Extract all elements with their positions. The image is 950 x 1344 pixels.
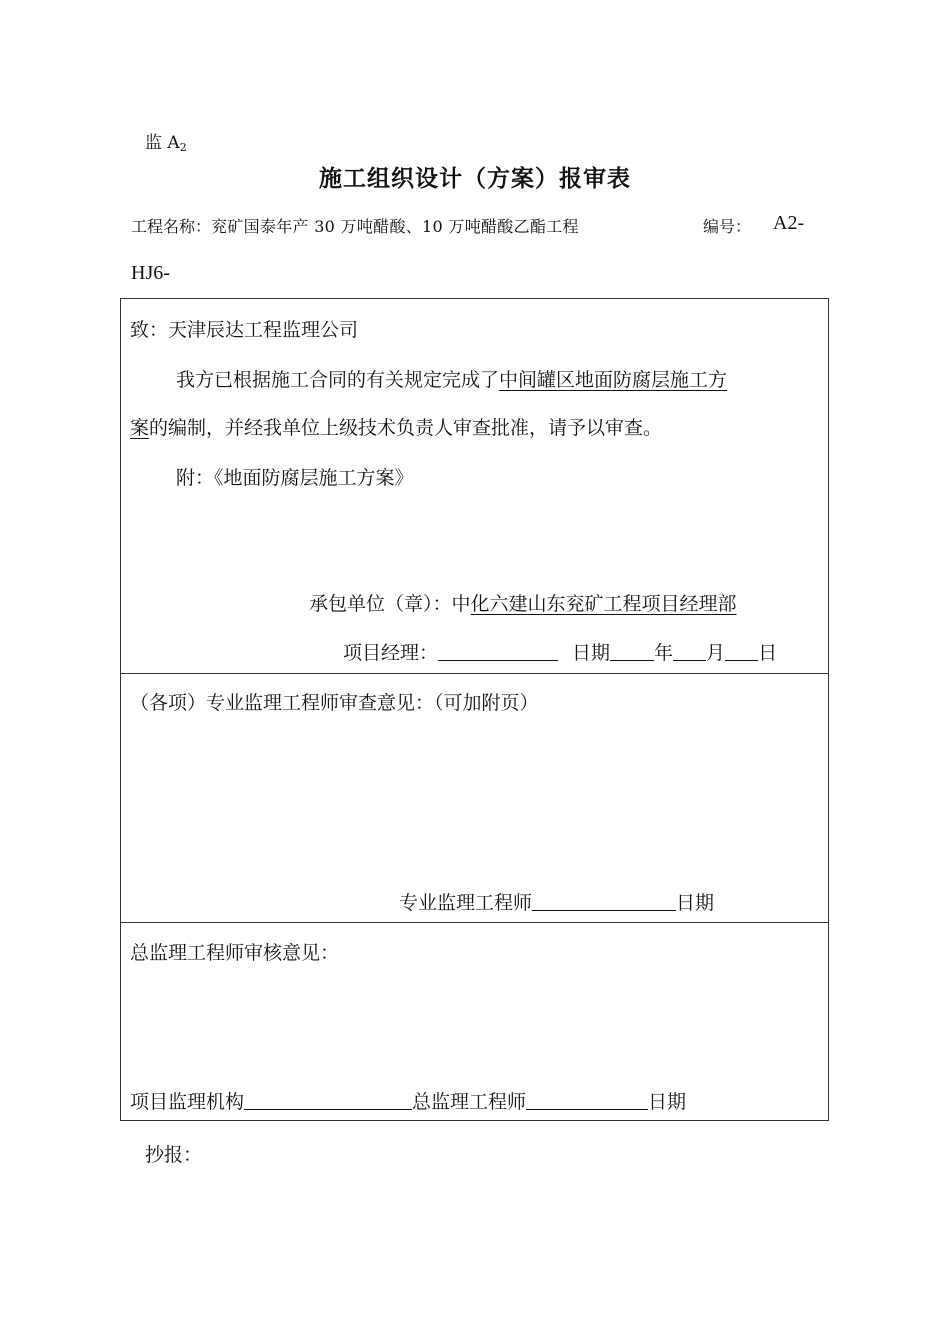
submission-paragraph-line1: 我方已根据施工合同的有关规定完成了中间罐区地面防腐层施工方 [176,369,728,391]
cc-label: 抄报： [145,1144,203,1166]
number-value-part2: HJ6- [131,262,170,284]
chief-opinion-label: 总监理工程师审核意见： [130,942,340,964]
manager-signature-field[interactable] [438,642,558,661]
approval-form-table [120,298,829,1121]
year-field[interactable] [610,642,654,661]
specialist-signature-field[interactable] [532,892,676,911]
manager-date-line: 项目经理： 日期 年 月 日 [343,642,778,664]
page-title: 施工组织设计（方案）报审表 [319,165,631,192]
org-signature-field[interactable] [244,1091,412,1110]
form-code: 监 $A_2$ [145,133,187,154]
project-line [131,214,579,237]
attachment-line: 附：《地面防腐层施工方案》 [176,467,414,489]
chief-signature-field[interactable] [526,1091,648,1110]
day-field[interactable] [725,642,758,661]
plan-name-underlined: 中间罐区地面防腐层施工方 [499,369,728,391]
row-divider [121,673,828,674]
row-divider [121,922,828,923]
chief-signature-line: 项目监理机构 总监理工程师 日期 [130,1091,687,1113]
specialist-signature-line: 专业监理工程师 日期 [399,892,715,914]
submission-paragraph-line2: 案的编制，并经我单位上级技术负责人审查批准，请予以审查。 [130,417,663,439]
number-value-part1: A2- [773,212,805,234]
month-field[interactable] [673,642,706,661]
project-label: 工程名称： [131,217,212,236]
specialist-opinion-label: （各项）专业监理工程师审查意见：（可加附页） [130,692,539,714]
contractor-name: 化六建山东兖矿工程项目经理部 [470,593,737,615]
number-label: 编号： [703,217,752,236]
project-name: 兖矿国泰年产 30 万吨醋酸、10 万吨醋酸乙酯工程 [211,217,579,236]
contractor-line: 承包单位（章）：中化六建山东兖矿工程项目经理部 [309,593,737,615]
addressee: 致：天津辰达工程监理公司 [130,319,359,341]
